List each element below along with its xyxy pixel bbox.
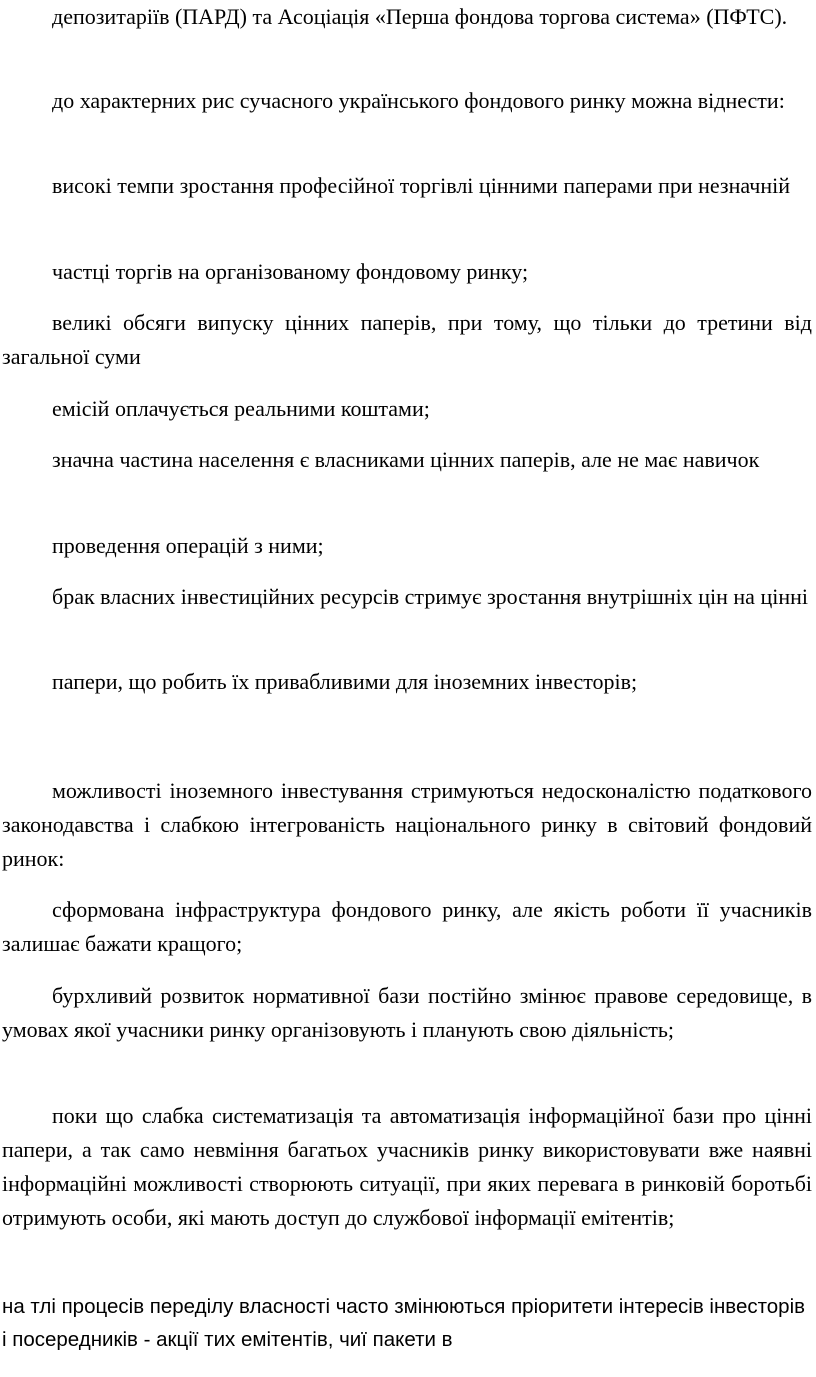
paragraph-10: папери, що робить їх привабливими для іноземних інвесторів; [52, 669, 638, 694]
paragraph-15: на тлі процесів переділу власності часто змінюються пріоритети інтересів інвесторів і посередників - акції тих емітентів, чиї пакети в [2, 1295, 806, 1351]
paragraph-2: до характерних рис сучасного українського фондового ринку можна віднести: [52, 88, 785, 113]
paragraph-3: високі темпи зростання професійної торгівлі цінними паперами при незначній [52, 173, 790, 198]
paragraph-13: бурхливий розвиток нормативної бази постійно змінює правове середовище, в умовах якої учасники ринку організовують і планують свою діяльність; [2, 983, 812, 1042]
paragraph-14: поки що слабка систематизація та автоматизація інформаційної бази про цінні папери, а так само невміння багатьох учасників ринку використовувати вже наявні інформаційні можливості створюють ситуації, при яких перевага в ринковій боротьбі отримують особи, які мають доступ до службової інформації емітентів; [2, 1103, 812, 1230]
paragraph-8: проведення операцій з ними; [52, 533, 324, 558]
paragraph-1: депозитаріїв (ПАРД) та Асоціація «Перша фондова торгова система» (ПФТС). [52, 4, 788, 29]
paragraph-7: значна частина населення є власниками цінних паперів, але не має навичок [52, 447, 760, 472]
paragraph-11: можливості іноземного інвестування стримуються недосконалістю податкового законодавства і слабкою інтегрованість національного ринку в світовий фондовий ринок: [2, 778, 812, 871]
paragraph-4: частці торгів на організованому фондовому ринку; [52, 259, 529, 284]
paragraph-5: великі обсяги випуску цінних паперів, при тому, що тільки до третини від загальної суми [2, 310, 812, 369]
paragraph-9: брак власних інвестиційних ресурсів стримує зростання внутрішніх цін на цінні [52, 584, 808, 609]
paragraph-12: сформована інфраструктура фондового ринку, але якість роботи її учасників залишає бажати кращого; [2, 897, 812, 956]
paragraph-6: емісій оплачується реальними коштами; [52, 396, 430, 421]
